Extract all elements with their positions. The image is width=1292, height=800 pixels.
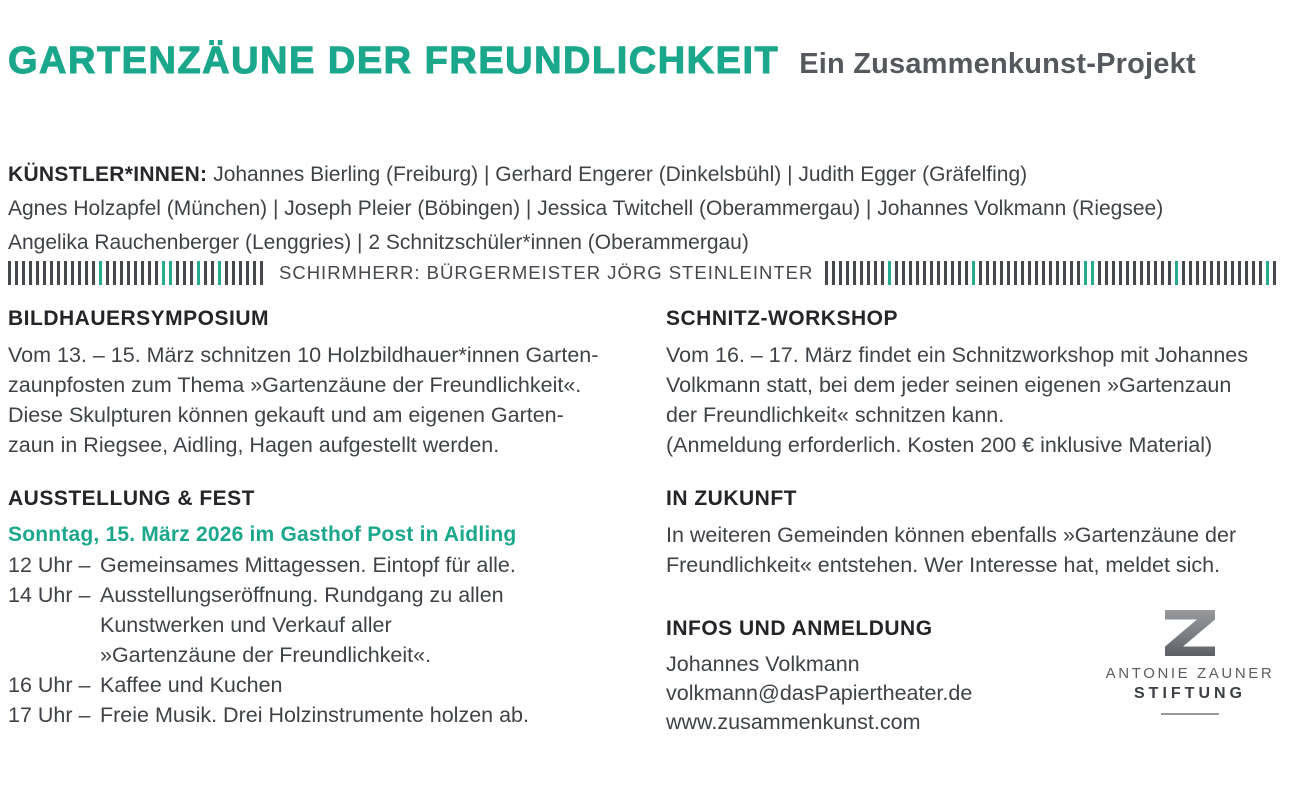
symposium-text: Vom 13. – 15. März schnitzen 10 Holzbildhauer*innen Garten- (8, 343, 599, 367)
section-title-future: IN ZUKUNFT (666, 487, 797, 510)
project-subtitle: Ein Zusammenkunst-Projekt (799, 48, 1196, 80)
schedule-list (8, 550, 620, 730)
schedule-desc: Kaffee und Kuchen (100, 673, 283, 697)
workshop-text: der Freundlichkeit« schnitzen kann. (666, 403, 1005, 427)
exhibition-date: Sonntag, 15. März 2026 im Gasthof Post in Aidling (8, 523, 517, 546)
schedule-desc: Kunstwerken und Verkauf aller (100, 613, 392, 637)
schedule-row (100, 580, 620, 670)
symposium-text: zaun in Riegsee, Aidling, Hagen aufgestellt werden. (8, 433, 500, 457)
section-title-contact: INFOS UND ANMELDUNG (666, 617, 933, 640)
schedule-time: 17 Uhr – (8, 703, 91, 727)
schedule-desc: Gemeinsames Mittagessen. Eintopf für alle. (100, 553, 516, 577)
patron-row (8, 259, 1292, 287)
schedule-desc: Ausstellungseröffnung. Rundgang zu allen (100, 583, 504, 607)
left-column (8, 306, 620, 737)
artists-line-2: Agnes Holzapfel (München) | Joseph Pleier (Böbingen) | Jessica Twitchell (Oberammergau) | Johannes Volkmann (Riegsee) (8, 197, 1164, 220)
section-title-exhibition: AUSSTELLUNG & FEST (8, 487, 256, 510)
tally-bars-right (825, 261, 1292, 285)
schedule-desc: Freie Musik. Drei Holzinstrumente holzen ab. (100, 703, 529, 727)
workshop-text: Vom 16. – 17. März findet ein Schnitzworkshop mit Johannes (666, 343, 1249, 367)
schedule-desc: »Gartenzäune der Freundlichkeit«. (100, 643, 432, 667)
contact-email: volkmann@dasPapiertheater.de (666, 681, 973, 705)
section-title-symposium: BILDHAUERSYMPOSIUM (8, 307, 270, 330)
page-title: GARTENZÄUNE DER FREUNDLICHKEIT (8, 40, 780, 82)
future-text: Freundlichkeit« entstehen. Wer Interesse hat, meldet sich. (666, 553, 1221, 577)
artists-line-3: Angelika Rauchenberger (Lenggries) | 2 Schnitzschüler*innen (Oberammergau) (8, 231, 749, 254)
header (8, 40, 1284, 83)
logo-underline (1161, 713, 1219, 715)
future-text: In weiteren Gemeinden können ebenfalls »Gartenzäune der (666, 523, 1237, 547)
schedule-time: 16 Uhr – (8, 673, 91, 697)
workshop-note: (Anmeldung erforderlich. Kosten 200 € inklusive Material) (666, 433, 1213, 457)
artists-block (8, 158, 1292, 260)
symposium-text: Diese Skulpturen können gekauft und am eigenen Garten- (8, 403, 564, 427)
artists-label: KÜNSTLER*INNEN: (8, 163, 208, 186)
schedule-row (100, 700, 620, 730)
contact-website: www.zusammenkunst.com (666, 710, 921, 734)
symposium-text: zaunpfosten zum Thema »Gartenzäune der Freundlichkeit«. (8, 373, 582, 397)
tally-bars-left (8, 261, 267, 285)
contact-name: Johannes Volkmann (666, 652, 860, 676)
section-title-workshop: SCHNITZ-WORKSHOP (666, 307, 898, 330)
content-columns (8, 306, 1282, 737)
artists-line (8, 158, 1292, 192)
schedule-row (100, 550, 620, 580)
antonie-zauner-stiftung-logo (1104, 610, 1276, 715)
schedule-time: 14 Uhr – (8, 583, 91, 607)
patron-text: SCHIRMHERR: BÜRGERMEISTER JÖRG STEINLEINTER (279, 262, 814, 283)
schedule-time: 12 Uhr – (8, 553, 91, 577)
workshop-text: Volkmann statt, bei dem jeder seinen eigenen »Gartenzaun (666, 373, 1232, 397)
logo-org-name: ANTONIE ZAUNER (1105, 665, 1275, 682)
logo-org-type: STIFTUNG (1134, 685, 1246, 702)
schedule-row (100, 670, 620, 700)
zauner-z-icon (1162, 610, 1218, 656)
artists-line-1: Johannes Bierling (Freiburg) | Gerhard Engerer (Dinkelsbühl) | Judith Egger (Gräfelfing) (213, 163, 1028, 186)
